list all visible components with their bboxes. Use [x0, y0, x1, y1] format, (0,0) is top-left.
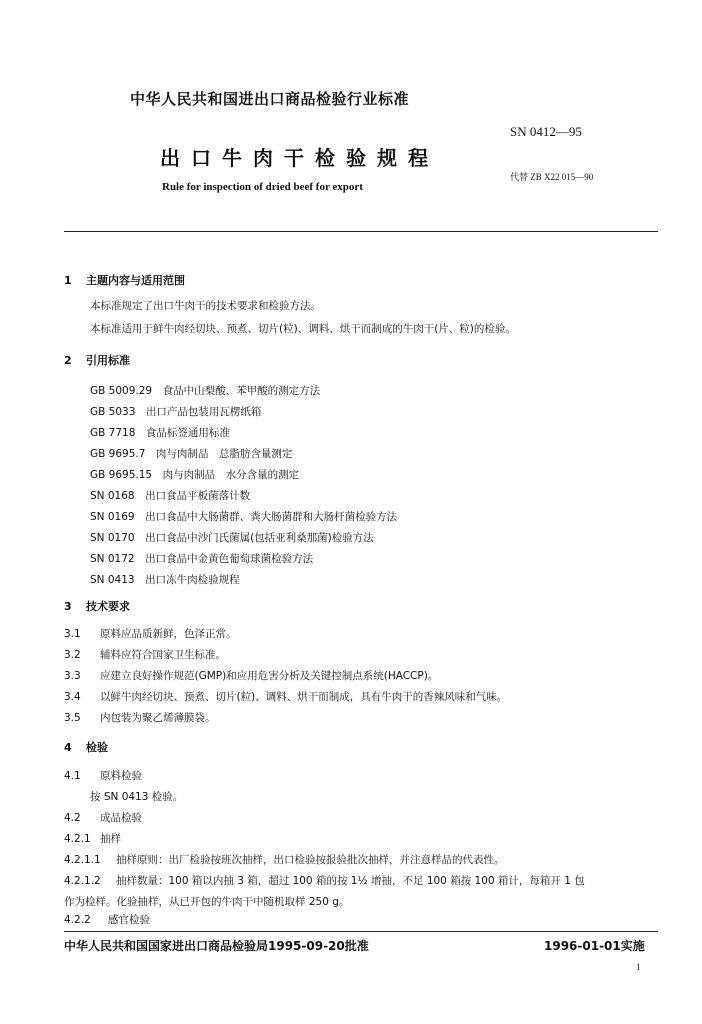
clause-4-1-body: 按 SN 0413 检验。 — [90, 791, 184, 803]
requirement-item — [64, 668, 438, 683]
document-title: 出口牛肉干检验规程 — [160, 146, 439, 170]
clause-text: 成品检验 — [100, 812, 142, 824]
clause-4-2-1-2 — [64, 873, 585, 888]
page-number: 1 — [636, 962, 641, 972]
clause-number: 4.2.2 — [64, 914, 91, 926]
clause-text: 抽样 — [100, 833, 121, 845]
section-2-heading — [64, 352, 130, 368]
paragraph: 本标准规定了出口牛肉干的技术要求和检验方法。 — [90, 300, 321, 312]
requirement-item — [64, 647, 226, 662]
clause-number: 3.1 — [64, 628, 81, 640]
clause-text: 辅料应符合国家卫生标准。 — [100, 649, 226, 661]
reference-item: GB 9695.7 肉与肉制品 总脂肪含量测定 — [90, 448, 293, 460]
english-title: Rule for inspection of dried beef for export — [162, 181, 363, 193]
clause-text: 以鲜牛肉经切块、预煮、切片(粒)、调料、烘干而制成，具有牛肉干的香辣风味和气味。 — [100, 691, 508, 703]
reference-item: SN 0169 出口食品中大肠菌群、粪大肠菌群和大肠杆菌检验方法 — [90, 511, 398, 523]
paragraph: 本标准适用于鲜牛肉经切块、预煮、切片(粒)、调料、烘干而制成的牛肉干(片、粒)的检验。 — [90, 323, 516, 335]
reference-item: SN 0170 出口食品中沙门氏菌属(包括亚利桑那菌)检验方法 — [90, 532, 374, 544]
section-4-heading — [64, 739, 108, 755]
reference-item: GB 5033 出口产品包装用瓦楞纸箱 — [90, 406, 262, 418]
clause-text: 原料应品质新鲜，色泽正常。 — [100, 628, 237, 640]
clause-number: 4.2.1.1 — [64, 854, 101, 866]
section-number: 3 — [64, 600, 72, 613]
requirement-item — [64, 626, 237, 641]
approval-line: 中华人民共和国国家进出口商品检验局1995-09-20批准 — [64, 939, 369, 953]
section-title: 主题内容与适用范围 — [86, 274, 185, 287]
footer-divider — [64, 931, 658, 932]
clause-4-2-1-1 — [64, 852, 505, 867]
clause-text: 原料检验 — [100, 770, 142, 782]
clause-4-1 — [64, 768, 142, 783]
clause-text: 抽样原则：出厂检验按班次抽样，出口检验按报验批次抽样，并注意样品的代表性。 — [116, 854, 505, 866]
implementation-date: 1996-01-01实施 — [544, 939, 645, 953]
section-1-heading — [64, 272, 185, 288]
clause-number: 3.5 — [64, 712, 81, 724]
standard-code: SN 0412—95 — [510, 124, 582, 139]
clause-4-2-1 — [64, 831, 121, 846]
clause-text: 抽样数量：100 箱以内抽 3 箱，超过 100 箱的按 1½ 增抽，不足 100 箱按 100 箱计，每箱开 1 包 — [116, 875, 585, 887]
reference-item: GB 5009.29 食品中山梨酸、苯甲酸的测定方法 — [90, 385, 321, 397]
clause-number: 4.2.1.2 — [64, 875, 101, 887]
clause-text: 应建立良好操作规范(GMP)和应用危害分析及关键控制点系统(HACCP)。 — [100, 670, 439, 682]
section-title: 技术要求 — [86, 600, 130, 613]
section-number: 4 — [64, 741, 72, 754]
clause-number: 4.2 — [64, 812, 81, 824]
reference-item: SN 0172 出口食品中金黄色葡萄球菌检验方法 — [90, 553, 314, 565]
section-title: 检验 — [86, 741, 108, 754]
requirement-item — [64, 710, 216, 725]
reference-item: GB 7718 食品标签通用标准 — [90, 427, 230, 439]
clause-number: 4.2.1 — [64, 833, 91, 845]
issuing-authority: 中华人民共和国进出口商品检验行业标准 — [130, 90, 410, 108]
replaces-standard: 代替 ZB X22 015—90 — [510, 172, 594, 182]
reference-item: SN 0168 出口食品平板菌落计数 — [90, 490, 251, 502]
clause-text: 内包装为聚乙烯薄膜袋。 — [100, 712, 216, 724]
reference-item: SN 0413 出口冻牛肉检验规程 — [90, 574, 240, 586]
reference-item: GB 9695.15 肉与肉制品 水分含量的测定 — [90, 469, 300, 481]
clause-number: 3.4 — [64, 691, 81, 703]
clause-4-2-2 — [64, 912, 150, 927]
clause-number: 3.3 — [64, 670, 81, 682]
section-number: 1 — [64, 274, 72, 287]
clause-4-2-1-2-cont: 作为检样。化验抽样，从已开包的牛肉干中随机取样 250 g。 — [64, 896, 350, 908]
clause-text: 感官检验 — [108, 914, 150, 926]
clause-4-2 — [64, 810, 142, 825]
section-title: 引用标准 — [86, 354, 130, 367]
clause-number: 4.1 — [64, 770, 81, 782]
section-3-heading — [64, 598, 130, 614]
section-number: 2 — [64, 354, 72, 367]
clause-number: 3.2 — [64, 649, 81, 661]
requirement-item — [64, 689, 507, 704]
header-divider — [64, 231, 658, 232]
